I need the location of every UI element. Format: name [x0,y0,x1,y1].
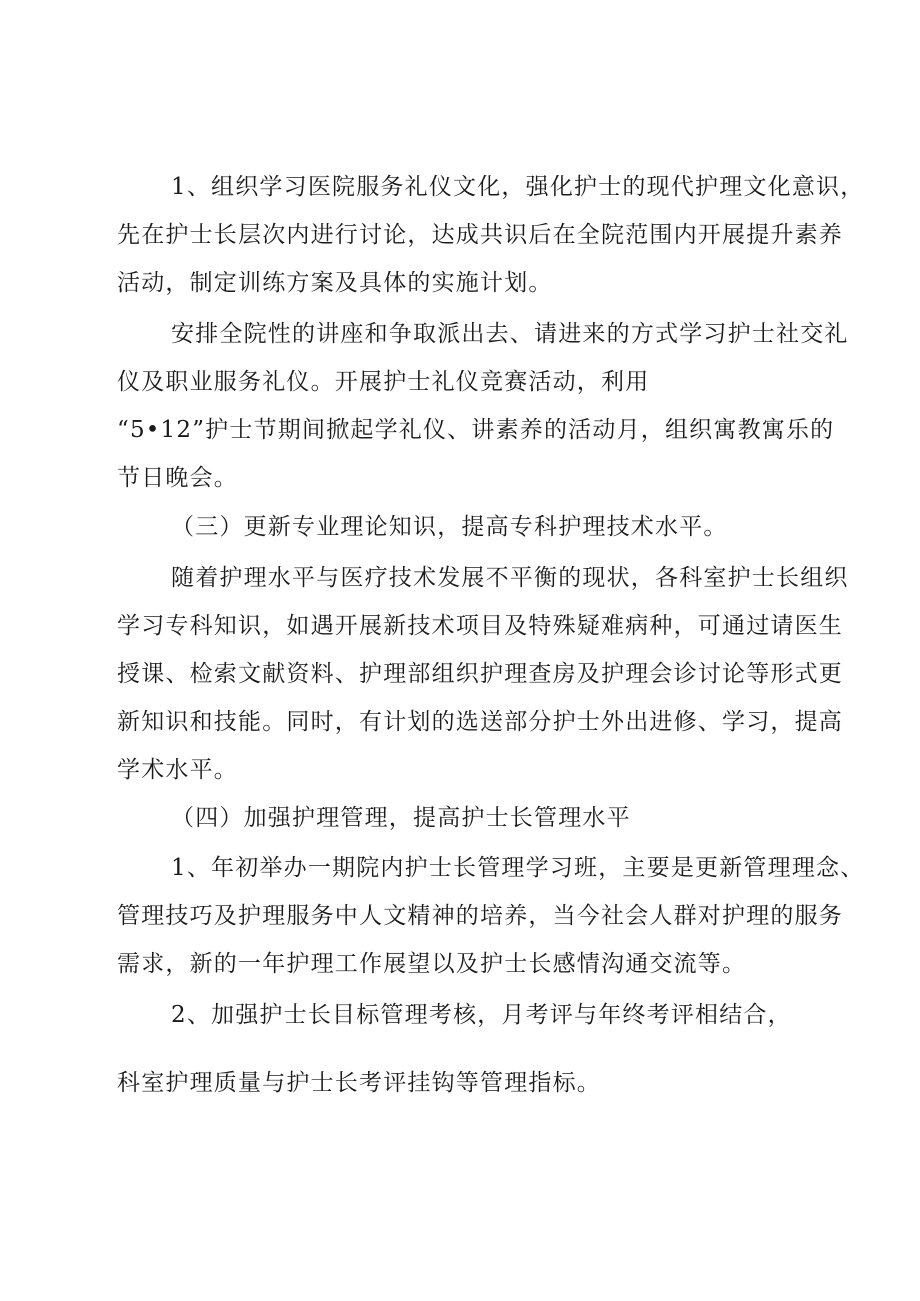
para-4-line-1: 随着护理水平与医疗技术发展不平衡的现状，各科室护士长组织 [171,565,849,591]
para-2-line-4: 节日晚会。 [117,465,238,491]
para-4-line-3: 授课、检索文献资料、护理部组织护理查房及护理会诊讨论等形式更 [117,661,843,687]
section-heading-3: （三）更新专业理论知识，提高专科护理技术水平。 [171,514,728,540]
para-1-line-1: 1、组织学习医院服务礼仪文化，强化护士的现代护理文化意识， [171,174,865,200]
para-2-line-2: 仪及职业服务礼仪。开展护士礼仪竞赛活动，利用 [117,369,650,395]
para-2-line-1: 安排全院性的讲座和争取派出去、请进来的方式学习护士社交礼 [171,321,849,347]
para-1-line-2: 先在护士长层次内进行讨论，达成共识后在全院范围内开展提升素养 [117,222,843,248]
para-1-line-3: 活动，制定训练方案及具体的实施计划。 [117,270,553,296]
para-4-line-4: 新知识和技能。同时，有计划的选送部分护士外出进修、学习，提高 [117,709,843,735]
para-6-line-3: 需求，新的一年护理工作展望以及护士长感情沟通交流等。 [117,951,747,977]
section-heading-4: （四）加强护理管理，提高护士长管理水平 [171,805,631,831]
para-7-line-2: 科室护理质量与护士长考评挂钩等管理指标。 [117,1070,601,1096]
para-4-line-2: 学习专科知识，如遇开展新技术项目及特殊疑难病种，可通过请医生 [117,613,843,639]
para-6-line-1: 1、年初举办一期院内护士长管理学习班，主要是更新管理理念、 [171,855,865,881]
para-6-line-2: 管理技巧及护理服务中人文精神的培养，当今社会人群对护理的服务 [117,903,843,929]
para-7-line-1: 2、加强护士长目标管理考核，月考评与年终考评相结合， [171,1002,792,1028]
para-2-line-3: “5•12”护士节期间掀起学礼仪、讲素养的活动月，组织寓教寓乐的 [117,417,835,443]
para-4-line-5: 学术水平。 [117,757,238,783]
